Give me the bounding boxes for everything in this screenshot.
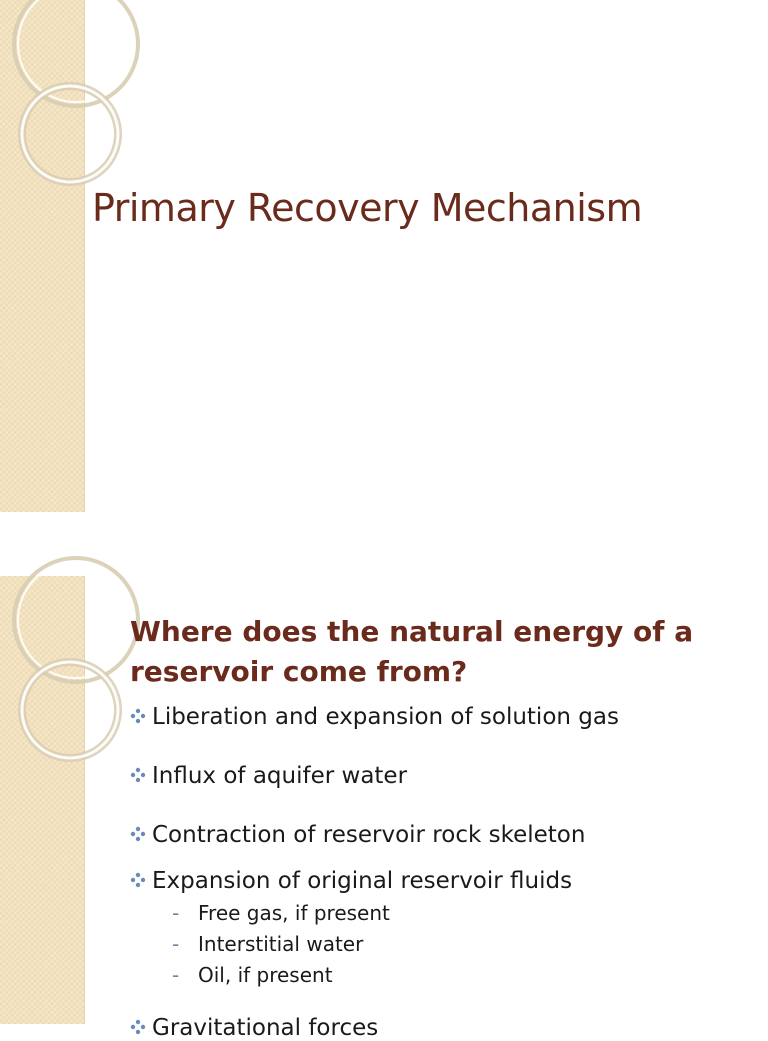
- slide-content: [0, 576, 768, 1041]
- list-item: [130, 822, 750, 848]
- list-item: [130, 704, 750, 730]
- bullet-text: Expansion of original reservoir fluids: [152, 868, 573, 894]
- sub-list: [172, 898, 750, 991]
- ring-circles-icon: [0, 576, 140, 776]
- slide-title-text: Primary Recovery Mechanism: [92, 186, 643, 230]
- diamond-dots-icon: [130, 826, 146, 842]
- bullet-text: Contraction of reservoir rock skeleton: [152, 822, 586, 848]
- bullet-text: Liberation and expansion of solution gas: [152, 704, 619, 730]
- sub-list-item: [172, 898, 750, 929]
- list-item-partial: [130, 1015, 750, 1041]
- diamond-dots-icon: [130, 708, 146, 724]
- slide-heading: Where does the natural energy of a reservoir come from?: [130, 615, 694, 688]
- dash-marker: -: [172, 901, 180, 925]
- sub-item-text: Oil, if present: [198, 963, 333, 987]
- sub-item-text: Free gas, if present: [198, 901, 390, 925]
- diamond-dots-icon: [130, 767, 146, 783]
- sub-item-text: Interstitial water: [198, 932, 364, 956]
- diamond-dots-icon: [130, 872, 146, 888]
- bullet-text: Influx of aquifer water: [152, 763, 408, 789]
- list-item: [130, 868, 750, 991]
- slide-title: [0, 0, 768, 512]
- ring-circles-icon: [0, 0, 140, 200]
- list-item: [130, 763, 750, 789]
- sub-list-item: [172, 960, 750, 991]
- sub-list-item: [172, 929, 750, 960]
- slide-gap: [0, 512, 768, 576]
- bullet-list: [130, 704, 750, 1041]
- dash-marker: -: [172, 932, 180, 956]
- diamond-dots-icon: [130, 1019, 146, 1035]
- dash-marker: -: [172, 963, 180, 987]
- bullet-text: Gravitational forces: [152, 1015, 379, 1041]
